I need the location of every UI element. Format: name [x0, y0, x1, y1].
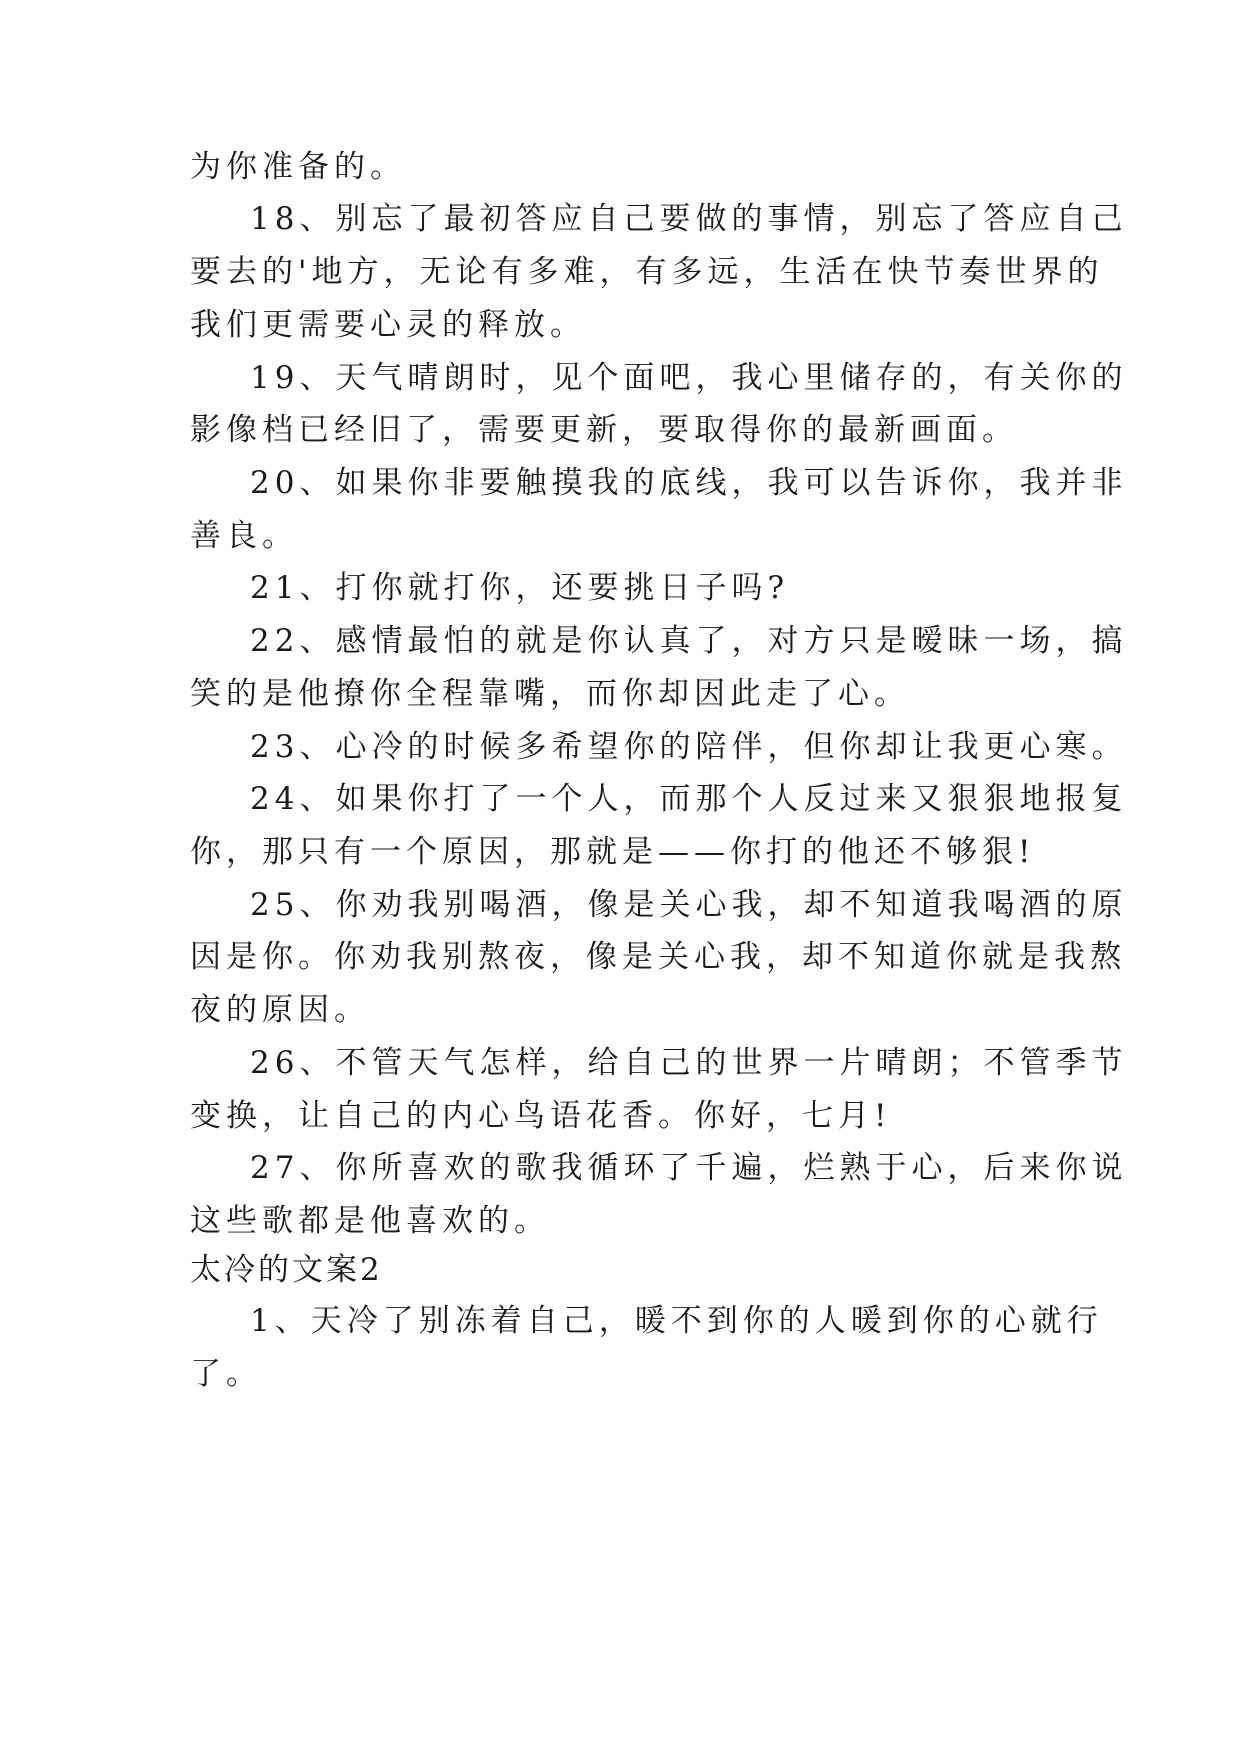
paragraph-line: 善良。 [190, 518, 298, 554]
paragraph-line: 23、心冷的时候多希望你的陪伴，但你却让我更心寒。 [250, 729, 1128, 765]
paragraph-line: 25、你劝我别喝酒，像是关心我，却不知道我喝酒的原 [250, 887, 1128, 923]
paragraph-line: 变换，让自己的内心鸟语花香。你好，七月! [190, 1098, 892, 1134]
paragraph-line: 20、如果你非要触摸我的底线，我可以告诉你，我并非 [250, 465, 1128, 501]
paragraph-line: 1、天冷了别冻着自己，暖不到你的人暖到你的心就行 [250, 1303, 1103, 1339]
paragraph-line: 这些歌都是他喜欢的。 [190, 1203, 550, 1239]
paragraph-line: 21、打你就打你，还要挑日子吗? [250, 570, 790, 606]
paragraph-line: 我们更需要心灵的释放。 [190, 307, 586, 343]
paragraph-line: 要去的'地方，无论有多难，有多远，生活在快节奏世界的 [190, 254, 1104, 290]
paragraph-line: 26、不管天气怎样，给自己的世界一片晴朗；不管季节 [250, 1045, 1128, 1081]
section-heading: 太冷的文案2 [190, 1252, 383, 1288]
paragraph-line: 22、感情最怕的就是你认真了，对方只是暧昧一场，搞 [250, 623, 1128, 659]
paragraph-line: 24、如果你打了一个人，而那个人反过来又狠狠地报复 [250, 781, 1128, 817]
paragraph-line: 因是你。你劝我别熬夜，像是关心我，却不知道你就是我熬 [190, 939, 1126, 975]
paragraph-line: 为你准备的。 [190, 149, 406, 185]
paragraph-line: 18、别忘了最初答应自己要做的事情，别忘了答应自己 [250, 201, 1128, 237]
paragraph-line: 19、天气晴朗时，见个面吧，我心里储存的，有关你的 [250, 360, 1128, 396]
paragraph-line: 影像档已经旧了，需要更新，要取得你的最新画面。 [190, 412, 1018, 448]
paragraph-line: 了。 [190, 1356, 262, 1392]
paragraph-line: 笑的是他撩你全程靠嘴，而你却因此走了心。 [190, 676, 910, 712]
paragraph-line: 你，那只有一个原因，那就是——你打的他还不够狠! [190, 834, 1036, 870]
paragraph-line: 27、你所喜欢的歌我循环了千遍，烂熟于心，后来你说 [250, 1150, 1128, 1186]
paragraph-line: 夜的原因。 [190, 992, 370, 1028]
